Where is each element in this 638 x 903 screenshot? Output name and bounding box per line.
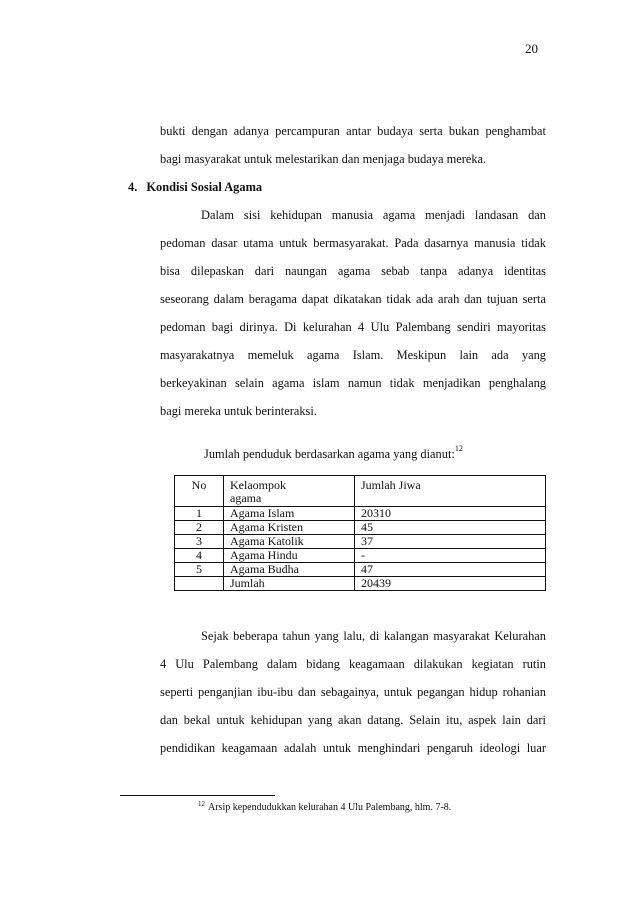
table-row bbox=[175, 549, 546, 563]
cell-no-empty bbox=[175, 577, 224, 591]
body-line: berkeyakinan selain agama islam namun tidak menjadikan penghalang bbox=[160, 376, 546, 390]
cell-no: 1 bbox=[175, 507, 224, 521]
body-line: seseorang dalam beragama dapat dikatakan tidak ada arah dan tujuan serta bbox=[160, 292, 546, 306]
cell-jumlah: 20310 bbox=[355, 507, 546, 521]
cell-jumlah: - bbox=[355, 549, 546, 563]
section-heading bbox=[128, 180, 262, 195]
table-row bbox=[175, 535, 546, 549]
section-title: Kondisi Sosial Agama bbox=[146, 180, 263, 194]
cell-kelompok: Agama Kristen bbox=[224, 521, 355, 535]
body-line: bagi mereka untuk berinteraksi. bbox=[160, 404, 317, 418]
table-title bbox=[204, 444, 463, 462]
table-row bbox=[175, 521, 546, 535]
cell-total-label: Jumlah bbox=[224, 577, 355, 591]
table-title-text: Jumlah penduduk berdasarkan agama yang dianut: bbox=[204, 447, 455, 461]
section-number: 4. bbox=[128, 180, 138, 194]
header-no: No bbox=[175, 476, 224, 507]
footnote-text: Arsip kependudukkan kelurahan 4 Ulu Palembang, hlm. 7-8. bbox=[208, 802, 452, 813]
table-row bbox=[175, 507, 546, 521]
cell-no: 3 bbox=[175, 535, 224, 549]
cell-kelompok: Agama Islam bbox=[224, 507, 355, 521]
body-line: Sejak beberapa tahun yang lalu, di kalangan masyarakat Kelurahan bbox=[201, 629, 546, 643]
religion-table bbox=[174, 475, 546, 591]
body-line: masyarakatnya memeluk agama Islam. Meskipun lain ada yang bbox=[160, 348, 546, 362]
body-line: bisa dilepaskan dari naungan agama sebab tanpa adanya identitas bbox=[160, 264, 546, 278]
cell-jumlah: 45 bbox=[355, 521, 546, 535]
body-line: bagi masyarakat untuk melestarikan dan menjaga budaya mereka. bbox=[160, 152, 487, 166]
footnote-separator bbox=[120, 795, 275, 796]
footnote-number: 12 bbox=[198, 800, 205, 808]
body-line: dan bekal untuk kehidupan yang akan datang. Selain itu, aspek lain dari bbox=[160, 713, 546, 727]
cell-jumlah: 37 bbox=[355, 535, 546, 549]
header-jumlah: Jumlah Jiwa bbox=[355, 476, 546, 507]
cell-no: 4 bbox=[175, 549, 224, 563]
body-line: Dalam sisi kehidupan manusia agama menjadi landasan dan bbox=[201, 208, 546, 222]
cell-no: 5 bbox=[175, 563, 224, 577]
body-line: 4 Ulu Palembang dalam bidang keagamaan dilakukan kegiatan rutin bbox=[160, 657, 546, 671]
cell-kelompok: Agama Budha bbox=[224, 563, 355, 577]
cell-jumlah: 47 bbox=[355, 563, 546, 577]
body-line: seperti penganjian ibu-ibu dan sebagainya, untuk pegangan hidup rohanian bbox=[160, 685, 546, 699]
cell-kelompok: Agama Hindu bbox=[224, 549, 355, 563]
header-kelompok-line1: Kelaompok bbox=[230, 478, 286, 492]
footnote-reference[interactable]: 12 bbox=[454, 444, 463, 453]
table-row bbox=[175, 563, 546, 577]
body-line: bukti dengan adanya percampuran antar budaya serta bukan penghambat bbox=[160, 124, 546, 138]
body-line: pendidikan keagamaan adalah untuk menghindari pengaruh ideologi luar bbox=[160, 741, 546, 755]
table-header-row bbox=[175, 476, 546, 507]
header-kelompok-line2: agama bbox=[230, 491, 262, 505]
cell-total-value: 20439 bbox=[355, 577, 546, 591]
cell-no: 2 bbox=[175, 521, 224, 535]
cell-kelompok: Agama Katolik bbox=[224, 535, 355, 549]
table-total-row bbox=[175, 577, 546, 591]
body-line: pedoman bagi dirinya. Di kelurahan 4 Ulu Palembang sendiri mayoritas bbox=[160, 320, 546, 334]
header-kelompok bbox=[224, 476, 355, 507]
page-number: 20 bbox=[525, 41, 538, 56]
body-line: pedoman dasar utama untuk bermasyarakat. Pada dasarnya manusia tidak bbox=[160, 236, 546, 250]
footnote bbox=[198, 802, 451, 813]
